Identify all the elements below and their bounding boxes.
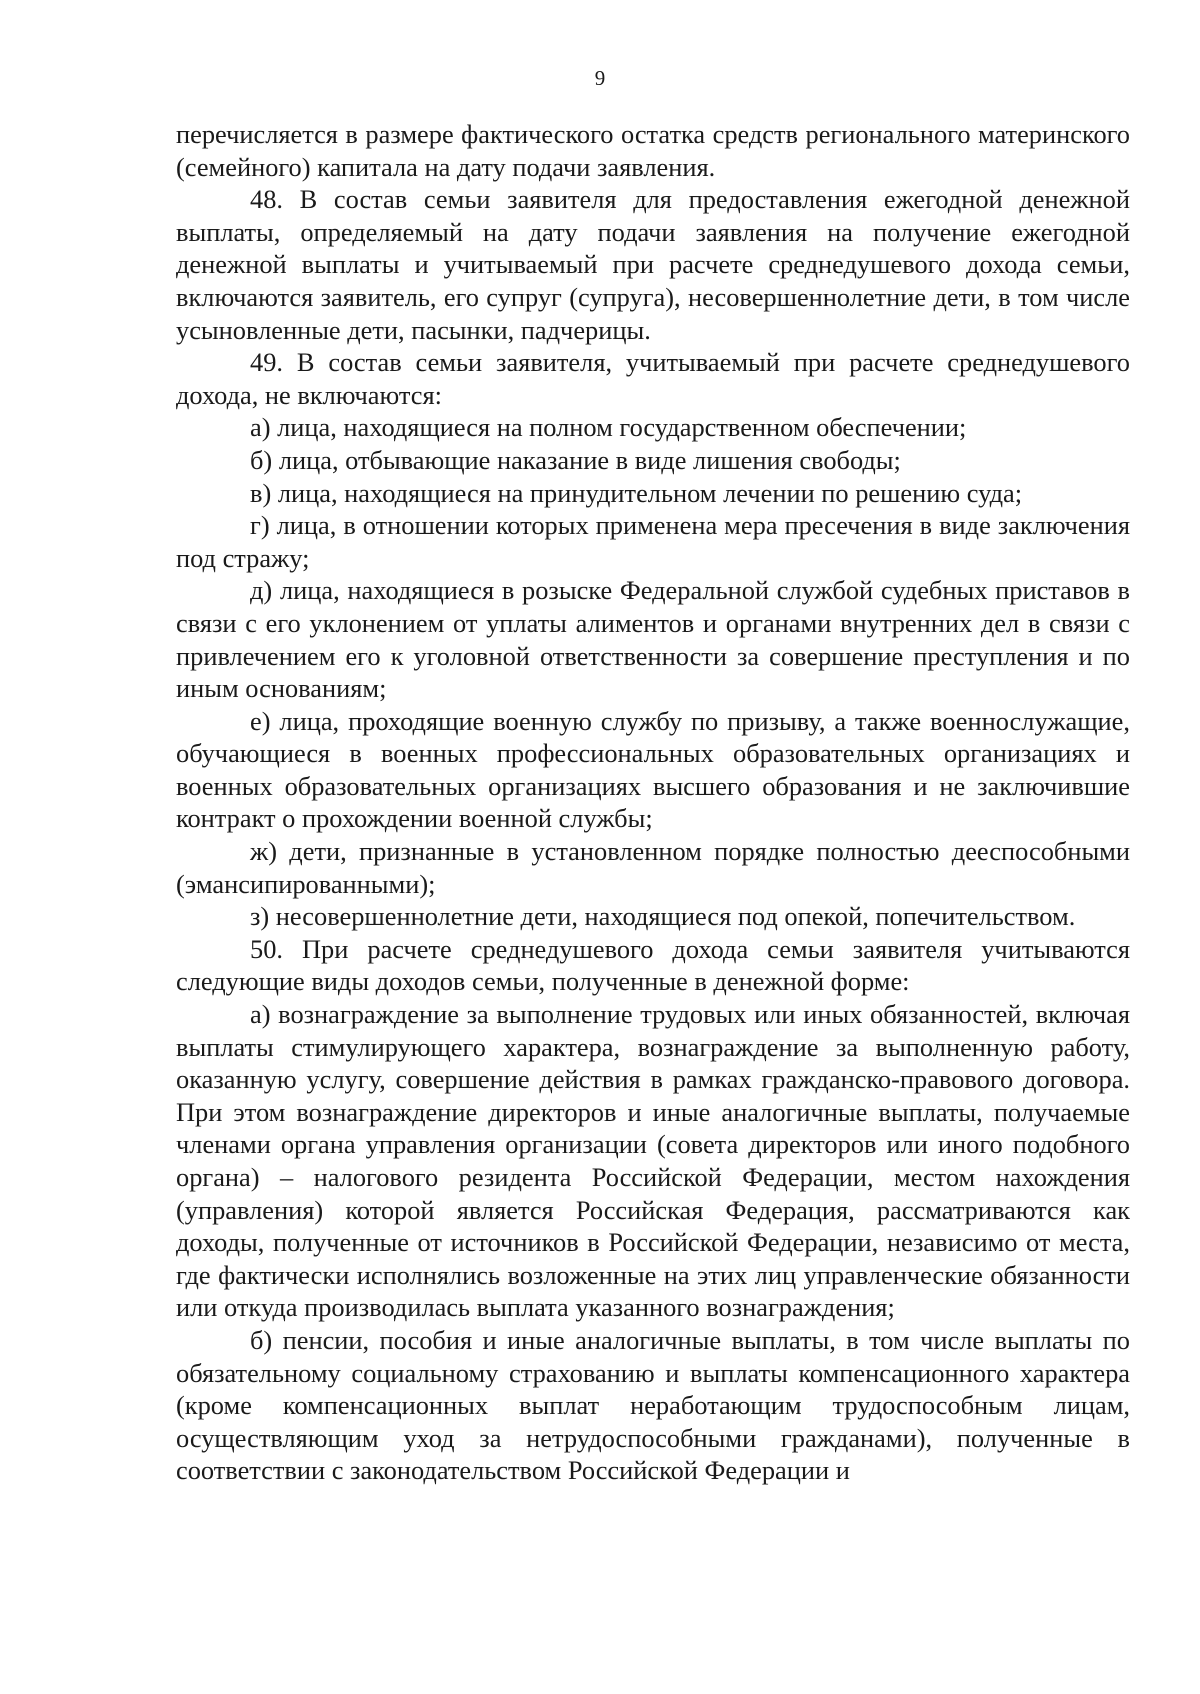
list-item-49-b: б) лица, отбывающие наказание в виде лишения свободы; — [250, 444, 901, 475]
list-item-49-e: е) лица, проходящие военную службу по призыву, а также военнослужащие, обучающиеся в военных профессиональных образовательных организациях и военных образовательных организациях высшего образования и не заключившие контракт о прохождении военной службы; — [176, 705, 1130, 834]
list-item-50-b: б) пенсии, пособия и иные аналогичные выплаты, в том числе выплаты по обязательному социальному страхованию и выплаты компенсационного характера (кроме компенсационных выплат неработающим трудоспособным лицам, осуществляющим уход за нетрудоспособными гражданами), полученные в соответствии с законодательством Российской Федерации и — [176, 1324, 1130, 1486]
list-item-49-a: а) лица, находящиеся на полном государственном обеспечении; — [250, 412, 967, 443]
paragraph-continuation: перечисляется в размере фактического остатка средств регионального материнского (семейного) капитала на дату подачи заявления. — [176, 119, 1130, 182]
paragraph-49: 49. В состав семьи заявителя, учитываемый при расчете среднедушевого дохода, не включаются: — [176, 347, 1130, 410]
paragraph-48: 48. В состав семьи заявителя для предоставления ежегодной денежной выплаты, определяемый на дату подачи заявления на получение ежегодной денежной выплаты и учитываемый при расчете среднедушевого дохода семьи, включаются заявитель, его супруг (супруга), несовершеннолетние дети, в том числе усыновленные дети, пасынки, падчерицы. — [176, 184, 1130, 345]
list-item-49-g: г) лица, в отношении которых применена мера пресечения в виде заключения под стражу; — [176, 510, 1130, 573]
list-item-49-d: д) лица, находящиеся в розыске Федеральной службой судебных приставов в связи с его уклонением от уплаты алиментов и органами внутренних дел в связи с привлечением его к уголовной ответственности за совершение преступления и по иным основаниям; — [176, 575, 1130, 704]
page-number: 9 — [594, 66, 606, 90]
list-item-49-z: з) несовершеннолетние дети, находящиеся под опекой, попечительством. — [250, 901, 1076, 932]
document-body — [176, 118, 1130, 1487]
paragraph-50: 50. При расчете среднедушевого дохода семьи заявителя учитываются следующие виды доходов семьи, полученные в денежной форме: — [176, 933, 1130, 997]
list-item-50-a: а) вознаграждение за выполнение трудовых или иных обязанностей, включая выплаты стимулирующего характера, вознаграждение за выполненную работу, оказанную услугу, совершение действия в рамках гражданско-правового договора. При этом вознаграждение директоров и иные аналогичные выплаты, получаемые членами органа управления организации (совета директоров или иного подобного органа) – налогового резидента Российской Федерации, местом нахождения (управления) которой является Российская Федерация, рассматриваются как доходы, полученные от источников в Российской Федерации, независимо от места, где фактически исполнялись возложенные на этих лиц управленческие обязанности или откуда производилась выплата указанного вознаграждения; — [176, 999, 1130, 1323]
list-item-49-v: в) лица, находящиеся на принудительном лечении по решению суда; — [250, 477, 1023, 508]
list-item-49-zh: ж) дети, признанные в установленном порядке полностью дееспособными (эмансипированными); — [176, 836, 1130, 899]
